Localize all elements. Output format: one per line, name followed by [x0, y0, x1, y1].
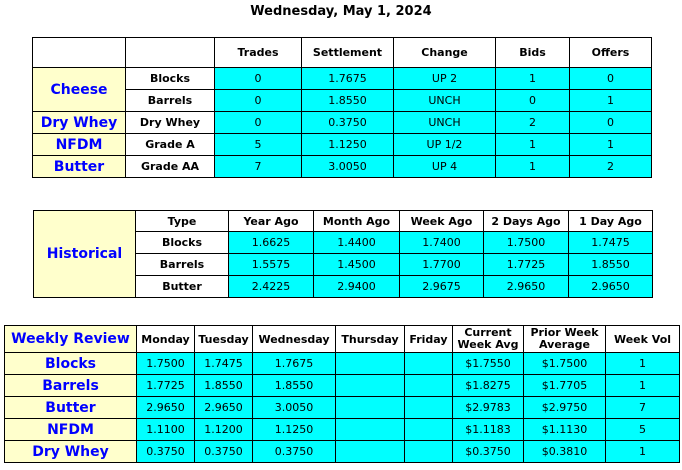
market-header-trades: Trades: [215, 38, 302, 68]
row-label: Dry Whey: [126, 112, 215, 134]
row-label: Barrels: [5, 375, 137, 397]
weekly-header-monday: Monday: [137, 326, 195, 353]
market-row-dry-whey: [33, 112, 652, 134]
market-corner-cell: [126, 38, 215, 68]
group-name-cheese: Cheese: [33, 68, 126, 112]
market-row-blocks: [33, 68, 652, 90]
row-label: Butter: [5, 397, 137, 419]
row-label: Barrels: [126, 90, 215, 112]
table-cell: $1.1183: [453, 419, 524, 441]
table-cell: $1.7550: [453, 353, 524, 375]
table-cell: [405, 375, 453, 397]
table-cell: 1.7725: [484, 254, 569, 276]
table-cell: 2.4225: [229, 276, 314, 298]
weekly-row-butter: [5, 397, 680, 419]
table-cell: $1.1130: [524, 419, 606, 441]
table-cell: 2.9650: [484, 276, 569, 298]
weekly-header-tuesday: Tuesday: [195, 326, 253, 353]
table-cell: 1.7500: [137, 353, 195, 375]
market-header-settlement: Settlement: [302, 38, 394, 68]
row-label: Blocks: [5, 353, 137, 375]
row-label: Grade AA: [126, 156, 215, 178]
table-cell: [405, 397, 453, 419]
table-cell: UP 2: [394, 68, 496, 90]
market-row-barrels: [33, 90, 652, 112]
table-cell: [405, 353, 453, 375]
table-cell: $1.7705: [524, 375, 606, 397]
weekly-row-blocks: [5, 353, 680, 375]
table-cell: 1.4400: [314, 232, 400, 254]
table-cell: $0.3810: [524, 441, 606, 463]
weekly-header-week-vol: Week Vol: [606, 326, 680, 353]
weekly-header-current-week-avg: Current Week Avg: [453, 326, 524, 353]
table-cell: 2.9650: [569, 276, 653, 298]
weekly-header-friday: Friday: [405, 326, 453, 353]
market-header-offers: Offers: [570, 38, 652, 68]
market-header-bids: Bids: [496, 38, 570, 68]
table-cell: 1.8550: [253, 375, 336, 397]
table-cell: UNCH: [394, 90, 496, 112]
group-name-nfdm: NFDM: [33, 134, 126, 156]
table-cell: 7: [215, 156, 302, 178]
table-cell: 1.7700: [400, 254, 484, 276]
table-cell: 1.7500: [484, 232, 569, 254]
table-cell: [336, 353, 405, 375]
market-row-butter: [33, 156, 652, 178]
table-cell: $2.9783: [453, 397, 524, 419]
table-cell: $2.9750: [524, 397, 606, 419]
table-cell: 1.1100: [137, 419, 195, 441]
table-cell: 1: [606, 441, 680, 463]
table-cell: 1.7675: [253, 353, 336, 375]
weekly-title: Weekly Review: [5, 326, 137, 353]
table-cell: $1.8275: [453, 375, 524, 397]
table-cell: 1: [496, 134, 570, 156]
table-cell: 0: [570, 68, 652, 90]
table-cell: 7: [606, 397, 680, 419]
table-cell: 1: [570, 90, 652, 112]
table-cell: 1: [496, 156, 570, 178]
table-cell: 0.3750: [195, 441, 253, 463]
table-cell: 0.3750: [137, 441, 195, 463]
table-cell: 1.5575: [229, 254, 314, 276]
table-cell: 1.8550: [302, 90, 394, 112]
row-label: Grade A: [126, 134, 215, 156]
table-cell: [336, 397, 405, 419]
historical-header-week-ago: Week Ago: [400, 211, 484, 232]
table-cell: 1: [606, 375, 680, 397]
table-cell: 0: [215, 112, 302, 134]
table-cell: 2.9675: [400, 276, 484, 298]
table-cell: $1.7500: [524, 353, 606, 375]
table-cell: 0: [215, 90, 302, 112]
market-header-change: Change: [394, 38, 496, 68]
table-cell: 1: [570, 134, 652, 156]
table-cell: 3.0050: [302, 156, 394, 178]
weekly-row-barrels: [5, 375, 680, 397]
market-corner-cell: [33, 38, 126, 68]
page-title: Wednesday, May 1, 2024: [250, 4, 432, 19]
table-cell: [336, 419, 405, 441]
table-cell: 2.9650: [137, 397, 195, 419]
table-cell: 0: [570, 112, 652, 134]
table-cell: 1.7725: [137, 375, 195, 397]
table-cell: 2: [570, 156, 652, 178]
table-cell: 0.3750: [302, 112, 394, 134]
table-cell: UP 1/2: [394, 134, 496, 156]
historical-header-1-day-ago: 1 Day Ago: [569, 211, 653, 232]
table-cell: [405, 441, 453, 463]
table-cell: 0: [215, 68, 302, 90]
historical-header-year-ago: Year Ago: [229, 211, 314, 232]
table-cell: 1.6625: [229, 232, 314, 254]
historical-header-month-ago: Month Ago: [314, 211, 400, 232]
market-table: [32, 37, 652, 178]
table-cell: 1: [496, 68, 570, 90]
historical-header-type: Type: [136, 211, 229, 232]
weekly-header-wednesday: Wednesday: [253, 326, 336, 353]
group-name-dry-whey: Dry Whey: [33, 112, 126, 134]
weekly-row-dry-whey: [5, 441, 680, 463]
historical-header-2-days-ago: 2 Days Ago: [484, 211, 569, 232]
table-cell: 1.1250: [302, 134, 394, 156]
table-cell: 1.1250: [253, 419, 336, 441]
row-label: Dry Whey: [5, 441, 137, 463]
table-cell: 1.1200: [195, 419, 253, 441]
table-cell: 1.7475: [569, 232, 653, 254]
row-label: Butter: [136, 276, 229, 298]
table-cell: 2.9650: [195, 397, 253, 419]
weekly-header-thursday: Thursday: [336, 326, 405, 353]
table-cell: 1: [606, 353, 680, 375]
table-cell: [336, 375, 405, 397]
table-cell: 3.0050: [253, 397, 336, 419]
table-cell: 5: [215, 134, 302, 156]
historical-table: [33, 210, 653, 298]
table-cell: 5: [606, 419, 680, 441]
table-cell: 2.9400: [314, 276, 400, 298]
market-row-nfdm: [33, 134, 652, 156]
table-cell: 1.4500: [314, 254, 400, 276]
row-label: NFDM: [5, 419, 137, 441]
weekly-header-prior-week-average: Prior Week Average: [524, 326, 606, 353]
table-cell: [405, 419, 453, 441]
table-cell: 0.3750: [253, 441, 336, 463]
historical-title: Historical: [34, 211, 136, 298]
group-name-butter: Butter: [33, 156, 126, 178]
weekly-row-nfdm: [5, 419, 680, 441]
table-cell: 1.8550: [569, 254, 653, 276]
table-cell: UP 4: [394, 156, 496, 178]
table-cell: 2: [496, 112, 570, 134]
weekly-table: [4, 325, 680, 463]
table-cell: 1.8550: [195, 375, 253, 397]
table-cell: 1.7675: [302, 68, 394, 90]
table-cell: 0: [496, 90, 570, 112]
row-label: Barrels: [136, 254, 229, 276]
row-label: Blocks: [136, 232, 229, 254]
table-cell: 1.7400: [400, 232, 484, 254]
table-cell: $0.3750: [453, 441, 524, 463]
table-cell: UNCH: [394, 112, 496, 134]
table-cell: [336, 441, 405, 463]
row-label: Blocks: [126, 68, 215, 90]
table-cell: 1.7475: [195, 353, 253, 375]
